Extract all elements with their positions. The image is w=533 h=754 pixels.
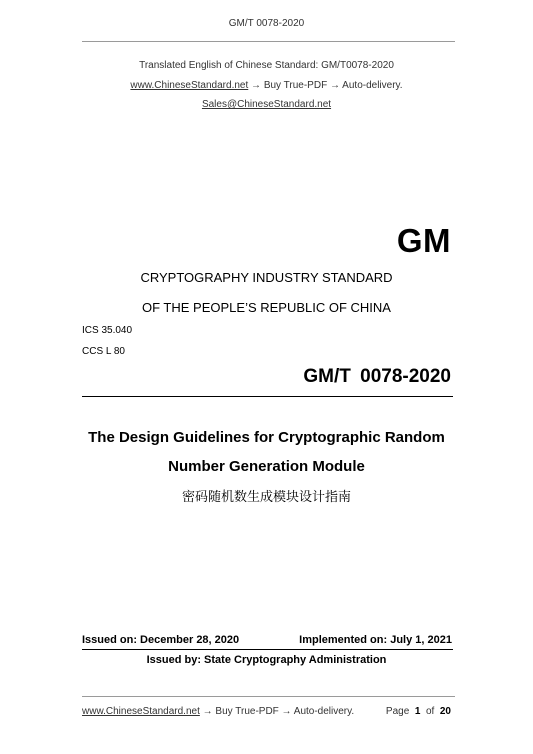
- dates-divider: [82, 649, 453, 650]
- page-of: of: [425, 706, 435, 717]
- sales-email-link[interactable]: Sales@ChineseStandard.net: [201, 99, 332, 110]
- title-english-line-1: The Design Guidelines for Cryptographic Random: [88, 429, 445, 446]
- standard-type-line-2: OF THE PEOPLE’S REPUBLIC OF CHINA: [142, 300, 391, 315]
- footer-divider: [82, 696, 455, 697]
- header-divider: [82, 41, 455, 42]
- ics-code: ICS 35.040: [82, 325, 133, 336]
- translation-notice: Translated English of Chinese Standard: GM/T0078-2020: [139, 60, 394, 71]
- footer-promo: [82, 706, 354, 717]
- page-current: 1: [414, 706, 421, 717]
- running-header: GM/T 0078-2020: [228, 18, 305, 29]
- email-line: [0, 99, 533, 110]
- page-label: Page: [385, 706, 410, 717]
- promo-line: [0, 80, 533, 91]
- footer-site-link[interactable]: www.ChineseStandard.net: [82, 706, 200, 717]
- title-english-line-2: Number Generation Module: [168, 458, 365, 475]
- page-indicator: [386, 706, 451, 717]
- standard-number-divider: [82, 396, 453, 397]
- page-total: 20: [439, 706, 451, 717]
- title-chinese: 密码随机数生成模块设计指南: [181, 489, 351, 504]
- gm-logo: GM: [396, 222, 451, 259]
- ccs-code: CCS L 80: [82, 346, 125, 357]
- issued-by: Issued by: State Cryptography Administration: [146, 654, 387, 666]
- standard-type-line-1: CRYPTOGRAPHY INDUSTRY STANDARD: [140, 270, 393, 285]
- implemented-on-date: Implemented on: July 1, 2021: [299, 634, 452, 646]
- promo-text: → Buy True-PDF → Auto-delivery.: [251, 80, 403, 91]
- standard-number: GM/T 0078-2020: [303, 366, 451, 387]
- footer-promo-text: → Buy True-PDF → Auto-delivery.: [202, 706, 355, 717]
- issued-on-date: Issued on: December 28, 2020: [82, 634, 240, 646]
- site-link[interactable]: www.ChineseStandard.net: [130, 80, 249, 91]
